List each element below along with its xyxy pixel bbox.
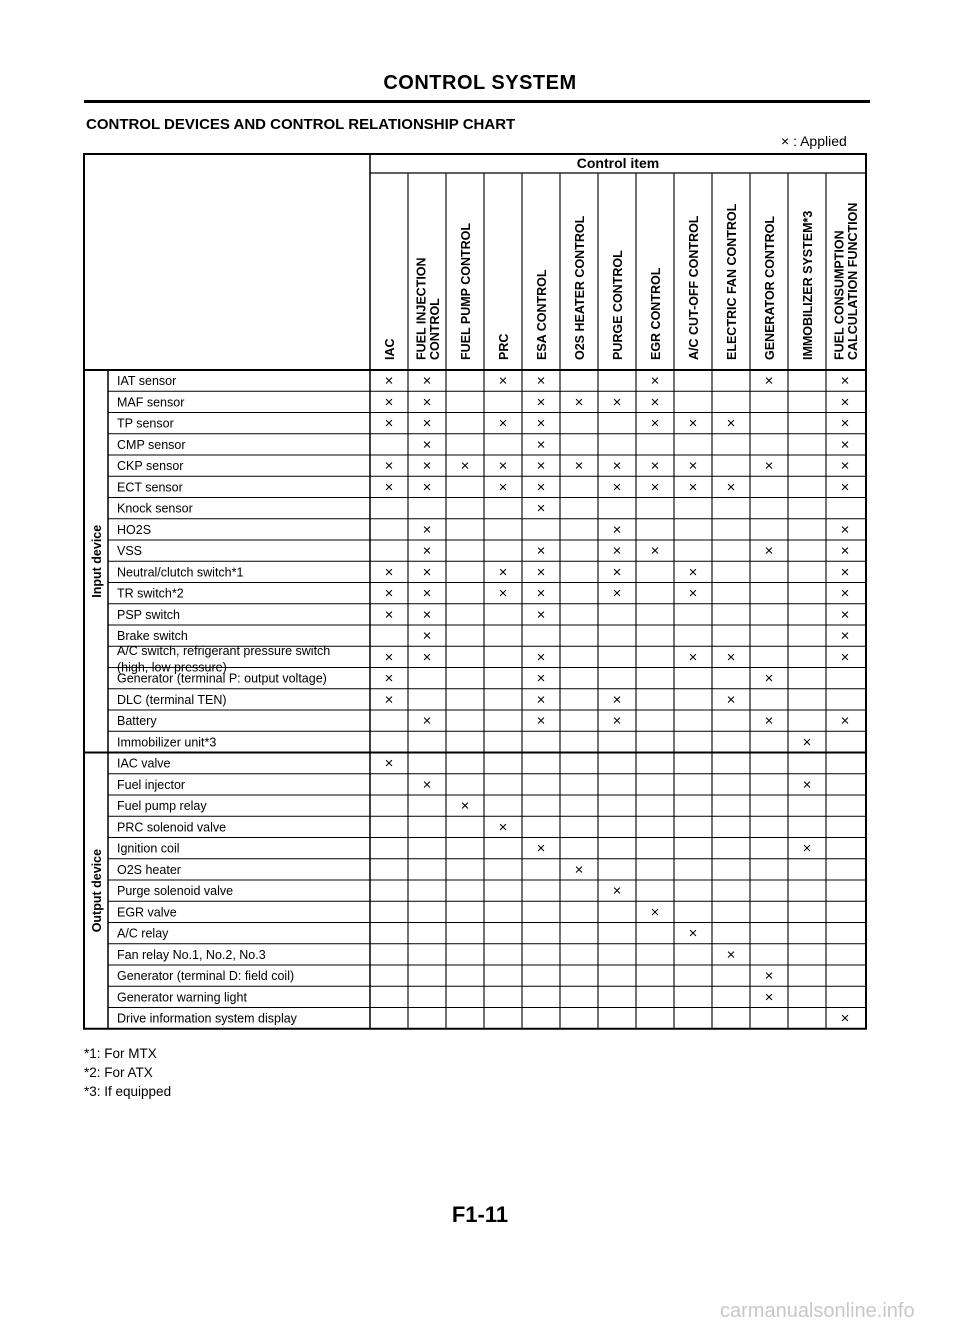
applied-mark: × [612, 457, 622, 475]
applied-mark: × [536, 478, 546, 496]
applied-mark: × [384, 670, 394, 688]
column-header-3: PRC [497, 333, 511, 360]
column-header-1-line-0: FUEL INJECTION [414, 257, 429, 360]
applied-mark: × [612, 393, 622, 411]
applied-mark: × [460, 797, 470, 815]
applied-mark: × [422, 436, 432, 454]
applied-mark: × [384, 415, 394, 433]
applied-mark: × [536, 415, 546, 433]
applied-mark: × [650, 903, 660, 921]
column-header-11: IMMOBILIZER SYSTEM*3 [801, 210, 815, 360]
applied-mark: × [840, 415, 850, 433]
applied-mark: × [726, 478, 736, 496]
applied-mark: × [536, 712, 546, 730]
device-name: PSP switch [117, 607, 180, 622]
applied-mark: × [422, 393, 432, 411]
applied-mark: × [612, 882, 622, 900]
applied-mark: × [536, 606, 546, 624]
device-name: Generator (terminal P: output voltage) [117, 671, 327, 686]
applied-mark: × [650, 542, 660, 560]
applied-mark: × [536, 840, 546, 858]
applied-mark: × [536, 457, 546, 475]
applied-mark: × [384, 755, 394, 773]
device-name-line-2: (high, low pressure) [117, 660, 227, 675]
applied-mark: × [574, 861, 584, 879]
applied-mark: × [422, 457, 432, 475]
device-name: IAC valve [117, 756, 171, 771]
applied-mark: × [840, 542, 850, 560]
applied-mark: × [612, 542, 622, 560]
column-header-5: O2S HEATER CONTROL [573, 215, 587, 360]
applied-mark: × [422, 776, 432, 794]
applied-mark: × [536, 670, 546, 688]
column-header-4: ESA CONTROL [535, 269, 549, 360]
column-header-6: PURGE CONTROL [611, 250, 625, 360]
applied-mark: × [384, 563, 394, 581]
applied-mark: × [688, 457, 698, 475]
device-name: Generator warning light [117, 990, 247, 1005]
applied-mark: × [384, 457, 394, 475]
applied-mark: × [498, 563, 508, 581]
applied-mark: × [688, 478, 698, 496]
applied-mark: × [384, 648, 394, 666]
applied-mark: × [498, 818, 508, 836]
applied-mark: × [384, 372, 394, 390]
applied-mark: × [840, 585, 850, 603]
device-name: A/C relay [117, 926, 169, 941]
applied-mark: × [840, 436, 850, 454]
page-header: CONTROL SYSTEM [383, 72, 577, 94]
column-header-7: EGR CONTROL [649, 267, 663, 360]
applied-mark: × [422, 478, 432, 496]
column-header-0: IAC [383, 338, 397, 360]
applied-mark: × [840, 563, 850, 581]
applied-mark: × [498, 415, 508, 433]
applied-mark: × [536, 500, 546, 518]
applied-mark: × [764, 670, 774, 688]
applied-mark: × [840, 478, 850, 496]
applied-mark: × [802, 733, 812, 751]
column-header-8: A/C CUT-OFF CONTROL [687, 215, 701, 360]
applied-mark: × [422, 563, 432, 581]
column-header-9: ELECTRIC FAN CONTROL [725, 203, 739, 360]
applied-mark: × [498, 478, 508, 496]
applied-mark: × [536, 372, 546, 390]
applied-mark: × [422, 521, 432, 539]
footnote-3: *3: If equipped [84, 1084, 172, 1099]
applied-mark: × [650, 372, 660, 390]
device-name: DLC (terminal TEN) [117, 692, 227, 707]
applied-mark: × [384, 393, 394, 411]
applied-mark: × [612, 521, 622, 539]
group-label-1: Output device [90, 848, 104, 933]
control-item-label: Control item [576, 155, 660, 171]
applied-mark: × [726, 946, 736, 964]
applied-mark: × [536, 436, 546, 454]
applied-mark: × [536, 648, 546, 666]
applied-mark: × [422, 415, 432, 433]
applied-mark: × [688, 415, 698, 433]
column-header-2: FUEL PUMP CONTROL [459, 222, 473, 360]
applied-mark: × [384, 478, 394, 496]
applied-mark: × [384, 606, 394, 624]
device-name: Battery [117, 714, 157, 729]
device-name: VSS [117, 544, 143, 559]
device-name: EGR valve [117, 905, 177, 920]
applied-mark: × [612, 712, 622, 730]
applied-mark: × [536, 563, 546, 581]
applied-mark: × [574, 393, 584, 411]
applied-mark: × [840, 627, 850, 645]
applied-mark: × [764, 457, 774, 475]
column-header-10: GENERATOR CONTROL [763, 216, 777, 360]
applied-mark: × [498, 585, 508, 603]
applied-mark: × [422, 542, 432, 560]
device-name: HO2S [117, 522, 152, 537]
chart-title: CONTROL DEVICES AND CONTROL RELATIONSHIP CHART [86, 116, 516, 133]
applied-mark: × [840, 1010, 850, 1028]
device-name: Immobilizer unit*3 [117, 735, 217, 750]
applied-mark: × [802, 776, 812, 794]
applied-mark: × [384, 691, 394, 709]
applied-mark: × [536, 585, 546, 603]
applied-mark: × [764, 712, 774, 730]
applied-mark: × [536, 542, 546, 560]
applied-mark: × [422, 585, 432, 603]
applied-mark: × [498, 372, 508, 390]
applied-mark: × [764, 988, 774, 1006]
applied-mark: × [840, 457, 850, 475]
watermark: carmanualsonline.info [720, 1300, 915, 1322]
applied-mark: × [840, 648, 850, 666]
applied-mark: × [802, 840, 812, 858]
device-name: PRC solenoid valve [117, 820, 227, 835]
device-name: Brake switch [117, 629, 188, 644]
device-name: Drive information system display [117, 1011, 297, 1026]
device-name: Generator (terminal D: field coil) [117, 969, 295, 984]
column-header-12-line-0: FUEL CONSUMPTION [832, 230, 847, 360]
applied-mark: × [536, 691, 546, 709]
applied-mark: × [650, 393, 660, 411]
applied-mark: × [612, 478, 622, 496]
applied-mark: × [460, 457, 470, 475]
applied-mark: × [384, 585, 394, 603]
device-name: Neutral/clutch switch*1 [117, 565, 244, 580]
column-header-12-line-1: CALCULATION FUNCTION [845, 202, 860, 360]
applied-mark: × [688, 563, 698, 581]
applied-mark: × [650, 457, 660, 475]
device-name: CKP sensor [117, 459, 184, 474]
device-name: Fuel injector [117, 777, 186, 792]
applied-mark: × [726, 691, 736, 709]
device-name: TR switch*2 [117, 586, 184, 601]
applied-mark: × [726, 415, 736, 433]
applied-mark: × [422, 712, 432, 730]
device-name: Fan relay No.1, No.2, No.3 [117, 947, 266, 962]
footnote-1: *1: For MTX [84, 1046, 157, 1061]
device-name: Ignition coil [117, 841, 180, 856]
applied-mark: × [574, 457, 584, 475]
group-label-0: Input device [90, 524, 104, 598]
device-name: Purge solenoid valve [117, 884, 234, 899]
applied-mark: × [840, 712, 850, 730]
applied-mark: × [688, 925, 698, 943]
applied-mark: × [422, 606, 432, 624]
device-name: TP sensor [117, 416, 174, 431]
applied-mark: × [726, 648, 736, 666]
device-name: ECT sensor [117, 480, 183, 495]
applied-mark: × [612, 585, 622, 603]
applied-mark: × [688, 648, 698, 666]
applied-mark: × [422, 372, 432, 390]
applied-mark: × [650, 478, 660, 496]
applied-mark: × [612, 563, 622, 581]
device-name: Knock sensor [117, 501, 193, 516]
applied-mark: × [688, 585, 698, 603]
applied-mark: × [536, 393, 546, 411]
applied-mark: × [498, 457, 508, 475]
device-name: IAT sensor [117, 374, 177, 389]
applied-mark: × [840, 521, 850, 539]
applied-mark: × [764, 542, 774, 560]
applied-mark: × [764, 372, 774, 390]
applied-mark: × [840, 606, 850, 624]
device-name: CMP sensor [117, 437, 186, 452]
device-name-line-1: A/C switch, refrigerant pressure switch [117, 643, 331, 658]
applied-mark: × [422, 648, 432, 666]
applied-mark: × [840, 372, 850, 390]
device-name: O2S heater [117, 862, 181, 877]
legend-applied: × : Applied [781, 133, 847, 149]
applied-mark: × [650, 415, 660, 433]
applied-mark: × [840, 393, 850, 411]
applied-mark: × [422, 627, 432, 645]
column-header-1-line-1: CONTROL [427, 298, 442, 360]
footnote-2: *2: For ATX [84, 1065, 153, 1080]
device-name: Fuel pump relay [117, 799, 207, 814]
page-number: F1-11 [451, 1202, 509, 1227]
applied-mark: × [764, 967, 774, 985]
device-name: MAF sensor [117, 395, 185, 410]
applied-mark: × [612, 691, 622, 709]
